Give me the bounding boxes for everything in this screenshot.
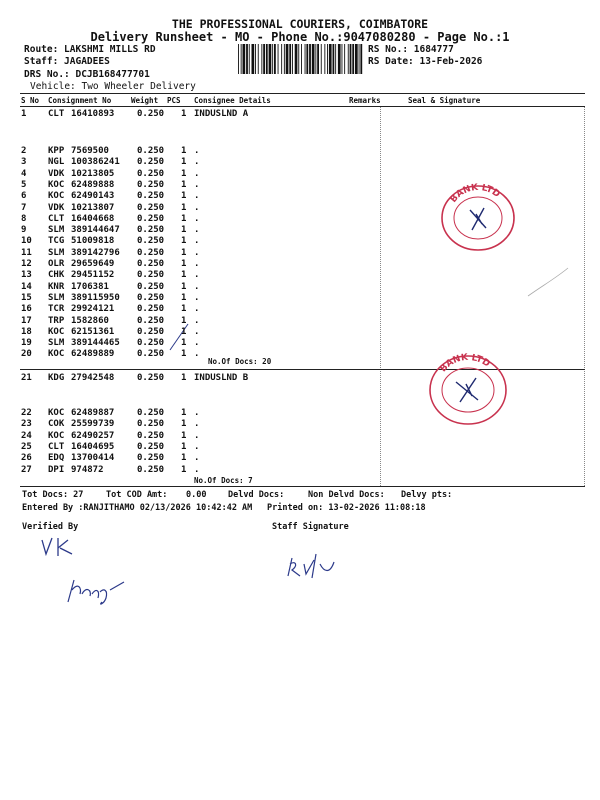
row-pcs: 1 bbox=[181, 157, 187, 168]
row-sno: 21 bbox=[21, 373, 32, 383]
row-consignment-prefix: SLM bbox=[48, 338, 65, 349]
row-sno: 17 bbox=[21, 315, 32, 326]
row-pcs: 1 bbox=[181, 349, 187, 360]
right-divider-b bbox=[584, 371, 585, 486]
row-sno: 22 bbox=[21, 408, 32, 418]
row-consignee-dot: . bbox=[194, 292, 200, 303]
row-consignment-number: 16410893 bbox=[71, 109, 115, 119]
row-consignment-prefix: CLT bbox=[48, 109, 65, 119]
row-consignment-number: 62151361 bbox=[71, 326, 115, 337]
row-consignment-number: 62489887 bbox=[71, 408, 115, 418]
row-consignment-prefix: CLT bbox=[48, 441, 65, 452]
row-sno: 5 bbox=[21, 179, 27, 190]
row-sno: 26 bbox=[21, 453, 32, 464]
barcode-bar bbox=[338, 44, 341, 74]
barcode-bar bbox=[286, 44, 289, 74]
row-consignment-prefix: CHK bbox=[48, 270, 65, 281]
col-pcs: PCS bbox=[167, 96, 181, 105]
row-consignee-dot: . bbox=[194, 281, 200, 292]
barcode-bar bbox=[333, 44, 335, 74]
row-weight: 0.250 bbox=[137, 225, 165, 236]
row-weight: 0.250 bbox=[137, 259, 165, 269]
barcode-bar bbox=[261, 44, 262, 74]
delvy-pts: Delvy pts: bbox=[401, 490, 453, 500]
remarks-divider-a bbox=[380, 107, 381, 372]
row-consignment-number: 29659649 bbox=[71, 259, 115, 269]
barcode-bar bbox=[298, 44, 299, 74]
row-consignee-dot: . bbox=[194, 259, 200, 269]
row-sno: 16 bbox=[21, 304, 32, 315]
row-sno: 14 bbox=[21, 281, 32, 292]
row-pcs: 1 bbox=[181, 168, 187, 179]
row-sno: 20 bbox=[21, 349, 32, 360]
row-weight: 0.250 bbox=[137, 338, 165, 349]
row-consignment-prefix: DPI bbox=[48, 464, 65, 475]
row-pcs: 1 bbox=[181, 109, 187, 119]
row-consignment-prefix: KOC bbox=[48, 408, 65, 418]
no-of-docs-a: No.Of Docs: 20 bbox=[208, 357, 272, 366]
row-pcs: 1 bbox=[181, 213, 187, 224]
row-consignment-prefix: SLM bbox=[48, 247, 65, 258]
vehicle-label: Vehicle: Two Wheeler Delivery bbox=[30, 81, 196, 92]
row-consignment-number: 974872 bbox=[71, 464, 104, 475]
row-weight: 0.250 bbox=[137, 270, 165, 281]
row-pcs: 1 bbox=[181, 146, 187, 156]
row-weight: 0.250 bbox=[137, 146, 165, 156]
faint-pencil-mark bbox=[522, 262, 572, 302]
barcode-bar bbox=[258, 44, 259, 74]
row-consignee-dot: . bbox=[194, 304, 200, 315]
row-sno: 19 bbox=[21, 338, 32, 349]
row-consignment-prefix: KOC bbox=[48, 191, 65, 202]
row-sno: 8 bbox=[21, 213, 27, 224]
barcode-bar bbox=[269, 44, 272, 74]
barcode-bar bbox=[344, 44, 345, 74]
row-consignment-number: 62489888 bbox=[71, 179, 115, 190]
row-pcs: 1 bbox=[181, 281, 187, 292]
row-consignment-number: 62490143 bbox=[71, 191, 115, 202]
row-consignment-number: 1582860 bbox=[71, 315, 109, 326]
entered-by: Entered By :RANJITHAMO 02/13/2026 10:42:42 AM bbox=[22, 503, 253, 513]
barcode-bar bbox=[355, 44, 358, 74]
row-sno: 15 bbox=[21, 292, 32, 303]
row-consignee-dot: . bbox=[194, 349, 200, 360]
row-weight: 0.250 bbox=[137, 326, 165, 337]
row-consignment-number: 100386241 bbox=[71, 157, 120, 168]
row-weight: 0.250 bbox=[137, 236, 165, 247]
barcode-bar bbox=[329, 44, 332, 74]
row-pcs: 1 bbox=[181, 453, 187, 464]
row-consignment-prefix: TCR bbox=[48, 304, 65, 315]
verified-initials-signature bbox=[38, 534, 78, 560]
barcode-bar bbox=[284, 44, 285, 74]
delvd-docs: Delvd Docs: bbox=[228, 490, 285, 500]
row-weight: 0.250 bbox=[137, 213, 165, 224]
row-consignment-number: 16404668 bbox=[71, 213, 115, 224]
row-sno: 2 bbox=[21, 146, 27, 156]
row-pcs: 1 bbox=[181, 259, 187, 269]
barcode-bar bbox=[348, 44, 349, 74]
row-sno: 6 bbox=[21, 191, 27, 202]
row-consignment-number: 10213807 bbox=[71, 202, 115, 213]
col-sno: S No bbox=[21, 96, 40, 105]
row-consignment-prefix: KPP bbox=[48, 146, 65, 156]
barcode-bar bbox=[359, 44, 360, 74]
barcode-image bbox=[238, 44, 364, 74]
bank-stamp-2 bbox=[426, 350, 510, 426]
row-consignment-prefix: CLT bbox=[48, 213, 65, 224]
row-consignment-prefix: TCG bbox=[48, 236, 65, 247]
row-weight: 0.250 bbox=[137, 109, 165, 119]
row-weight: 0.250 bbox=[137, 315, 165, 326]
row-consignment-prefix: SLM bbox=[48, 292, 65, 303]
row-consignee-dot: . bbox=[194, 146, 200, 156]
row-pcs: 1 bbox=[181, 236, 187, 247]
tot-cod-label: Tot COD Amt: bbox=[106, 490, 168, 500]
row-consignment-number: 27942548 bbox=[71, 373, 115, 383]
row-consignment-number: 389144465 bbox=[71, 338, 120, 349]
row-weight: 0.250 bbox=[137, 191, 165, 202]
row-consignment-prefix: COK bbox=[48, 419, 65, 430]
row-consignment-prefix: VDK bbox=[48, 168, 65, 179]
row-weight: 0.250 bbox=[137, 373, 165, 383]
staff-signature-mark bbox=[284, 550, 340, 582]
row-sno: 13 bbox=[21, 270, 32, 281]
row-consignment-prefix: KNR bbox=[48, 281, 65, 292]
verified-by-label: Verified By bbox=[22, 522, 79, 532]
row-weight: 0.250 bbox=[137, 168, 165, 179]
row-consignment-prefix: KOC bbox=[48, 326, 65, 337]
row-consignment-prefix: SLM bbox=[48, 225, 65, 236]
consignee-name-b: INDUSLND B bbox=[194, 373, 249, 383]
row-weight: 0.250 bbox=[137, 408, 165, 418]
row-pcs: 1 bbox=[181, 326, 187, 337]
row-pcs: 1 bbox=[181, 225, 187, 236]
row-pcs: 1 bbox=[181, 292, 187, 303]
row-consignment-number: 389144647 bbox=[71, 225, 120, 236]
row-sno: 3 bbox=[21, 157, 27, 168]
row-weight: 0.250 bbox=[137, 349, 165, 360]
drs-number: DRS No.: DCJB168477701 bbox=[24, 69, 150, 80]
row-pcs: 1 bbox=[181, 441, 187, 452]
barcode-bar bbox=[292, 44, 293, 74]
row-consignment-prefix: TRP bbox=[48, 315, 65, 326]
barcode-bar bbox=[317, 44, 319, 74]
row-consignment-prefix: VDK bbox=[48, 202, 65, 213]
tot-cod-value: 0.00 bbox=[186, 490, 207, 500]
row-weight: 0.250 bbox=[137, 202, 165, 213]
row-sno: 4 bbox=[21, 168, 27, 179]
row-weight: 0.250 bbox=[137, 157, 165, 168]
row-consignment-number: 16404695 bbox=[71, 441, 115, 452]
barcode-bar bbox=[295, 44, 298, 74]
row-consignment-number: 10213805 bbox=[71, 168, 115, 179]
col-seal-signature: Seal & Signature bbox=[408, 96, 481, 105]
row-consignment-number: 62490257 bbox=[71, 430, 115, 441]
barcode-bar bbox=[309, 44, 311, 74]
row-sno: 9 bbox=[21, 225, 27, 236]
row-sno: 11 bbox=[21, 247, 32, 258]
bank-stamp-1 bbox=[438, 180, 518, 252]
row-consignee-dot: . bbox=[194, 453, 200, 464]
printed-on: Printed on: 13-02-2026 11:08:18 bbox=[267, 503, 426, 513]
row-pcs: 1 bbox=[181, 315, 187, 326]
row-pcs: 1 bbox=[181, 304, 187, 315]
barcode-bar bbox=[305, 44, 306, 74]
row-weight: 0.250 bbox=[137, 247, 165, 258]
row-consignment-prefix: KOC bbox=[48, 430, 65, 441]
row-weight: 0.250 bbox=[137, 464, 165, 475]
barcode-bar bbox=[281, 44, 282, 74]
col-weight: Weight bbox=[131, 96, 159, 105]
barcode-bar bbox=[352, 44, 354, 74]
row-consignee-dot: . bbox=[194, 247, 200, 258]
row-consignee-dot: . bbox=[194, 179, 200, 190]
barcode-bar bbox=[335, 44, 336, 74]
row-pcs: 1 bbox=[181, 408, 187, 418]
barcode-bar bbox=[255, 44, 256, 74]
row-weight: 0.250 bbox=[137, 453, 165, 464]
row-consignment-number: 51009818 bbox=[71, 236, 115, 247]
col-consignment: Consignment No bbox=[48, 96, 112, 105]
runsheet-subtitle: Delivery Runsheet - MO - Phone No.:9047080280 - Page No.:1 bbox=[90, 30, 510, 44]
rs-date: RS Date: 13-Feb-2026 bbox=[368, 56, 483, 67]
route-label: Route: LAKSHMI MILLS RD bbox=[24, 44, 156, 55]
row-weight: 0.250 bbox=[137, 292, 165, 303]
barcode-bar bbox=[238, 44, 239, 74]
barcode-bar bbox=[243, 44, 246, 74]
barcode-bar bbox=[360, 44, 362, 74]
barcode-bar bbox=[289, 44, 291, 74]
row-pcs: 1 bbox=[181, 373, 187, 383]
staff-signature-label: Staff Signature bbox=[272, 522, 349, 532]
barcode-bar bbox=[252, 44, 255, 74]
barcode-bar bbox=[342, 44, 343, 74]
row-consignment-prefix: NGL bbox=[48, 157, 65, 168]
row-pcs: 1 bbox=[181, 191, 187, 202]
no-of-docs-b: No.Of Docs: 7 bbox=[194, 476, 253, 485]
row-consignee-dot: . bbox=[194, 315, 200, 326]
company-title: THE PROFESSIONAL COURIERS, COIMBATORE bbox=[171, 17, 429, 31]
row-pcs: 1 bbox=[181, 179, 187, 190]
barcode-bar bbox=[278, 44, 279, 74]
row-consignee-dot: . bbox=[194, 225, 200, 236]
row-consignment-number: 25599739 bbox=[71, 419, 115, 430]
pen-stroke-mark bbox=[168, 322, 190, 352]
barcode-bar bbox=[312, 44, 315, 74]
barcode-bar bbox=[324, 44, 325, 74]
row-consignee-dot: . bbox=[194, 202, 200, 213]
row-weight: 0.250 bbox=[137, 430, 165, 441]
rs-number: RS No.: 1684777 bbox=[368, 44, 454, 55]
row-consignment-prefix: OLR bbox=[48, 259, 65, 269]
row-weight: 0.250 bbox=[137, 179, 165, 190]
barcode-bar bbox=[241, 44, 242, 74]
row-consignee-dot: . bbox=[194, 236, 200, 247]
svg-text:BANK LTD: BANK LTD bbox=[438, 352, 492, 375]
row-consignment-prefix: EDQ bbox=[48, 453, 65, 464]
row-pcs: 1 bbox=[181, 430, 187, 441]
row-consignee-dot: . bbox=[194, 213, 200, 224]
row-consignment-number: 389142796 bbox=[71, 247, 120, 258]
row-consignment-number: 62489889 bbox=[71, 349, 115, 360]
row-consignee-dot: . bbox=[194, 338, 200, 349]
row-weight: 0.250 bbox=[137, 281, 165, 292]
row-consignee-dot: . bbox=[194, 408, 200, 418]
row-pcs: 1 bbox=[181, 464, 187, 475]
row-consignee-dot: . bbox=[194, 157, 200, 168]
row-consignee-dot: . bbox=[194, 326, 200, 337]
row-pcs: 1 bbox=[181, 247, 187, 258]
barcode-bar bbox=[301, 44, 302, 74]
row-sno: 12 bbox=[21, 259, 32, 269]
row-pcs: 1 bbox=[181, 419, 187, 430]
row-weight: 0.250 bbox=[137, 304, 165, 315]
row-consignment-prefix: KOC bbox=[48, 349, 65, 360]
row-sno: 7 bbox=[21, 202, 27, 213]
barcode-bar bbox=[266, 44, 268, 74]
row-consignment-prefix: KDG bbox=[48, 373, 65, 383]
verified-name-signature bbox=[64, 572, 134, 608]
barcode-bar bbox=[246, 44, 248, 74]
barcode-bar bbox=[272, 44, 273, 74]
row-sno: 1 bbox=[21, 109, 27, 119]
header-top-rule bbox=[20, 93, 585, 94]
svg-text:BANK LTD: BANK LTD bbox=[448, 182, 502, 205]
row-weight: 0.250 bbox=[137, 419, 165, 430]
row-consignee-dot: . bbox=[194, 441, 200, 452]
barcode-bar bbox=[327, 44, 328, 74]
row-pcs: 1 bbox=[181, 270, 187, 281]
staff-label: Staff: JAGADEES bbox=[24, 56, 110, 67]
header-bottom-rule bbox=[20, 106, 585, 107]
row-consignee-dot: . bbox=[194, 168, 200, 179]
row-consignment-number: 7569500 bbox=[71, 146, 109, 156]
row-consignment-number: 389115950 bbox=[71, 292, 120, 303]
col-consignee: Consignee Details bbox=[194, 96, 271, 105]
row-consignment-number: 13700414 bbox=[71, 453, 115, 464]
row-sno: 25 bbox=[21, 441, 32, 452]
row-sno: 27 bbox=[21, 464, 32, 475]
row-pcs: 1 bbox=[181, 202, 187, 213]
barcode-bar bbox=[321, 44, 322, 74]
row-consignment-number: 29451152 bbox=[71, 270, 115, 281]
consignee-name-a: INDUSLND A bbox=[194, 109, 249, 119]
row-sno: 18 bbox=[21, 326, 32, 337]
row-pcs: 1 bbox=[181, 338, 187, 349]
tot-docs: Tot Docs: 27 bbox=[22, 490, 84, 500]
row-sno: 24 bbox=[21, 430, 32, 441]
row-consignment-number: 29924121 bbox=[71, 304, 115, 315]
row-consignee-dot: . bbox=[194, 430, 200, 441]
barcode-bar bbox=[249, 44, 250, 74]
right-divider-a bbox=[584, 107, 585, 372]
barcode-bar bbox=[263, 44, 265, 74]
row-consignee-dot: . bbox=[194, 270, 200, 281]
barcode-bar bbox=[306, 44, 308, 74]
barcode-bar bbox=[274, 44, 276, 74]
non-delvd-docs: Non Delvd Docs: bbox=[308, 490, 385, 500]
row-consignment-number: 1706381 bbox=[71, 281, 109, 292]
row-consignment-prefix: KOC bbox=[48, 179, 65, 190]
barcode-bar bbox=[315, 44, 316, 74]
row-consignee-dot: . bbox=[194, 464, 200, 475]
col-remarks: Remarks bbox=[349, 96, 381, 105]
group-b-rule bbox=[20, 486, 585, 487]
row-sno: 10 bbox=[21, 236, 32, 247]
remarks-divider-b bbox=[380, 371, 381, 486]
row-weight: 0.250 bbox=[137, 441, 165, 452]
row-consignee-dot: . bbox=[194, 419, 200, 430]
row-sno: 23 bbox=[21, 419, 32, 430]
row-consignee-dot: . bbox=[194, 191, 200, 202]
barcode-bar bbox=[350, 44, 352, 74]
